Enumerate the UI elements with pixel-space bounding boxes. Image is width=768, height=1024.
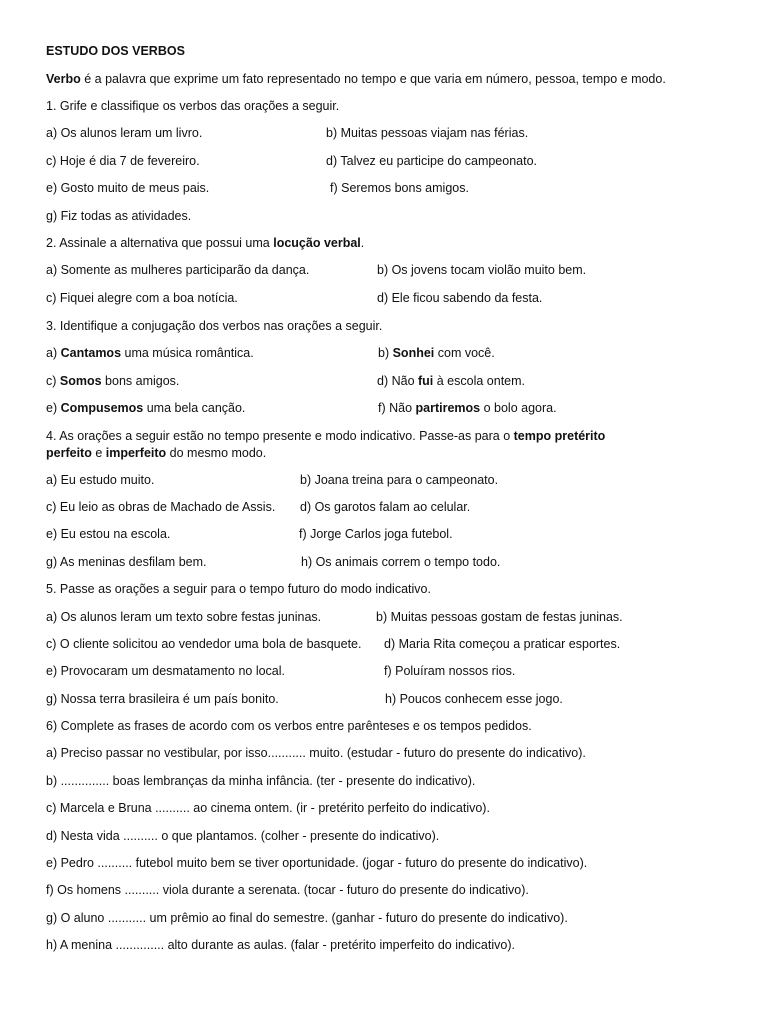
q2-item-b: b) Os jovens tocam violão muito bem.	[377, 263, 587, 277]
q1-prompt: 1. Grife e classifique os verbos das orações a seguir.	[46, 99, 340, 113]
q2-prompt	[46, 236, 364, 251]
q3-e-prefix: e)	[46, 401, 61, 415]
q6-item-d: d) Nesta vida .......... o que plantamos. (colher - presente do indicativo).	[46, 829, 440, 843]
q3-a-rest: uma música romântica.	[121, 346, 254, 360]
q4-item-a: a) Eu estudo muito.	[46, 473, 155, 487]
q4-prompt-line2	[46, 446, 266, 461]
q5-item-e: e) Provocaram um desmatamento no local.	[46, 664, 285, 678]
q3-item-c	[46, 374, 179, 389]
q1-item-f: f) Seremos bons amigos.	[330, 181, 469, 195]
q3-c-verb: Somos	[59, 374, 102, 388]
document-title: ESTUDO DOS VERBOS	[46, 44, 185, 58]
q3-d-rest: à escola ontem.	[433, 374, 525, 388]
q4-item-d: d) Os garotos falam ao celular.	[300, 500, 471, 514]
q3-c-prefix: c)	[46, 374, 60, 388]
q5-item-c: c) O cliente solicitou ao vendedor uma bola de basquete.	[46, 637, 362, 651]
q5-item-f: f) Poluíram nossos rios.	[384, 664, 516, 678]
q3-item-a	[46, 346, 254, 361]
q4-prompt-text: 4. As orações a seguir estão no tempo presente e modo indicativo. Passe-as para o	[46, 429, 514, 443]
q4-prompt-bold-perfeito: perfeito	[46, 446, 92, 460]
q6-item-c: c) Marcela e Bruna .......... ao cinema ontem. (ir - pretérito perfeito do indicativo).	[46, 801, 490, 815]
q4-item-e: e) Eu estou na escola.	[46, 527, 171, 541]
q1-item-b: b) Muitas pessoas viajam nas férias.	[326, 126, 529, 140]
q5-item-g: g) Nossa terra brasileira é um país bonito.	[46, 692, 279, 706]
q6-item-e: e) Pedro .......... futebol muito bem se tiver oportunidade. (jogar - futuro do presente do indicativo).	[46, 856, 588, 870]
q4-prompt-line1	[46, 429, 605, 444]
intro-bold-term: Verbo	[46, 72, 81, 86]
q5-item-d: d) Maria Rita começou a praticar esportes.	[384, 637, 621, 651]
q3-b-prefix: b)	[378, 346, 393, 360]
q1-item-a: a) Os alunos leram um livro.	[46, 126, 203, 140]
q3-f-prefix: f) Não	[378, 401, 416, 415]
q6-item-a: a) Preciso passar no vestibular, por isso........... muito. (estudar - futuro do presente do indicativo).	[46, 746, 586, 760]
intro-definition	[46, 72, 666, 87]
q6-item-h: h) A menina .............. alto durante as aulas. (falar - pretérito imperfeito do indicativo).	[46, 938, 515, 952]
q4-item-f: f) Jorge Carlos joga futebol.	[299, 527, 453, 541]
q2-item-d: d) Ele ficou sabendo da festa.	[377, 291, 543, 305]
q2-prompt-bold: locução verbal	[273, 236, 361, 250]
q4-prompt-bold-tense: tempo pretérito	[513, 429, 606, 443]
q3-a-prefix: a)	[46, 346, 61, 360]
q4-item-g: g) As meninas desfilam bem.	[46, 555, 207, 569]
q5-item-a: a) Os alunos leram um texto sobre festas juninas.	[46, 610, 322, 624]
q4-item-c: c) Eu leio as obras de Machado de Assis.	[46, 500, 276, 514]
q3-item-d	[377, 374, 525, 389]
q3-item-e	[46, 401, 245, 416]
q3-item-b	[378, 346, 495, 361]
q4-prompt-end: do mesmo modo.	[166, 446, 267, 460]
q3-f-verb: partiremos	[415, 401, 481, 415]
q2-item-c: c) Fiquei alegre com a boa notícia.	[46, 291, 238, 305]
q3-f-rest: o bolo agora.	[480, 401, 557, 415]
intro-text: é a palavra que exprime um fato representado no tempo e que varia em número, pessoa, tempo e modo.	[80, 72, 666, 86]
q4-prompt-bold-imperfeito: imperfeito	[105, 446, 167, 460]
q1-item-c: c) Hoje é dia 7 de fevereiro.	[46, 154, 200, 168]
q3-a-verb: Cantamos	[60, 346, 122, 360]
q3-c-rest: bons amigos.	[101, 374, 180, 388]
q1-item-g: g) Fiz todas as atividades.	[46, 209, 192, 223]
q4-item-h: h) Os animais correm o tempo todo.	[301, 555, 501, 569]
q5-item-h: h) Poucos conhecem esse jogo.	[385, 692, 563, 706]
q2-item-a: a) Somente as mulheres participarão da dança.	[46, 263, 310, 277]
q3-item-f	[378, 401, 557, 416]
q3-prompt: 3. Identifique a conjugação dos verbos nas orações a seguir.	[46, 319, 383, 333]
q3-e-verb: Compusemos	[60, 401, 144, 415]
q4-prompt-conj: e	[91, 446, 106, 460]
q5-item-b: b) Muitas pessoas gostam de festas juninas.	[376, 610, 623, 624]
q6-item-f: f) Os homens .......... viola durante a serenata. (tocar - futuro do presente do indicativo).	[46, 883, 529, 897]
q1-item-d: d) Talvez eu participe do campeonato.	[326, 154, 538, 168]
q2-prompt-end: .	[360, 236, 365, 250]
q5-prompt: 5. Passe as orações a seguir para o tempo futuro do modo indicativo.	[46, 582, 431, 596]
q3-b-verb: Sonhei	[392, 346, 435, 360]
q6-item-b: b) .............. boas lembranças da minha infância. (ter - presente do indicativo).	[46, 774, 476, 788]
q6-prompt: 6) Complete as frases de acordo com os verbos entre parênteses e os tempos pedidos.	[46, 719, 532, 733]
q6-item-g: g) O aluno ........... um prêmio ao final do semestre. (ganhar - futuro do presente do indicativo).	[46, 911, 568, 925]
q2-prompt-text: 2. Assinale a alternativa que possui uma	[46, 236, 274, 250]
q3-e-rest: uma bela canção.	[143, 401, 246, 415]
q3-d-prefix: d) Não	[377, 374, 418, 388]
q4-item-b: b) Joana treina para o campeonato.	[300, 473, 499, 487]
q1-item-e: e) Gosto muito de meus pais.	[46, 181, 210, 195]
q3-b-rest: com você.	[434, 346, 495, 360]
q3-d-verb: fui	[418, 374, 434, 388]
